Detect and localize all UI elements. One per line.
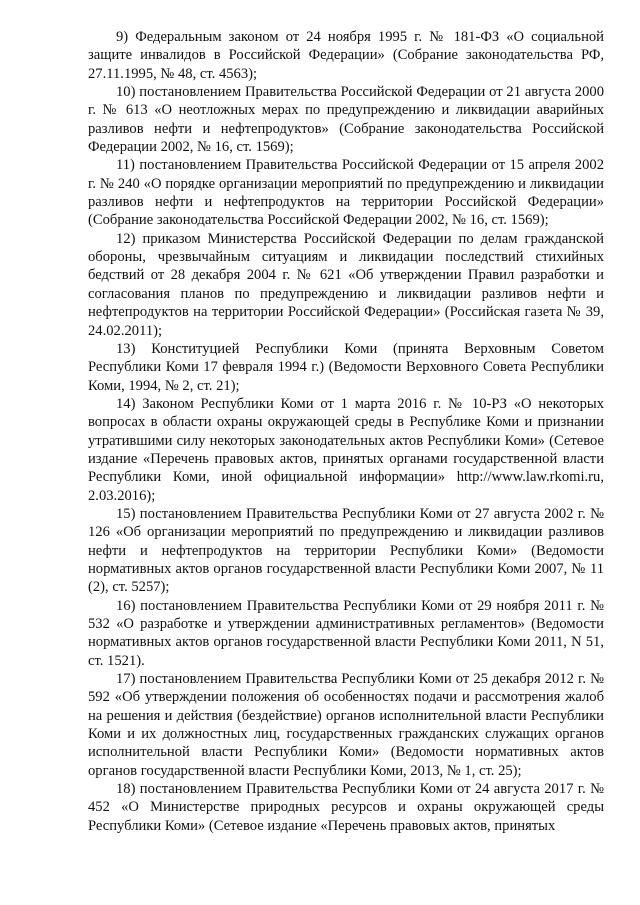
paragraph-item-10: 10) постановлением Правительства Российской Федерации от 21 августа 2000 г. № 613 «О неотложных мерах по предупреждению и ликвидации аварийных разливов нефти и нефтепродуктов» (Собрание законодательства Российской Федерации 2002, № 16, ст. 1569);: [88, 84, 604, 156]
paragraph-item-18: 18) постановлением Правительства Республики Коми от 24 августа 2017 г. № 452 «О Министерстве природных ресурсов и охраны окружающей среды Республики Коми» (Сетевое издание «Перечень правовых актов, принятых: [88, 781, 604, 834]
paragraph-item-17: 17) постановлением Правительства Республики Коми от 25 декабря 2012 г. № 592 «Об утверждении положения об особенностях подачи и рассмотрения жалоб на решения и действия (бездействие) органов исполнительной власти Республики Коми и их должностных лиц, государственных гражданских служащих органов исполнительной власти Республики Коми» (Ведомости нормативных актов органов государственной власти Республики Коми, 2013, № 1, ст. 25);: [88, 671, 604, 779]
paragraph-item-16: 16) постановлением Правительства Республики Коми от 29 ноября 2011 г. № 532 «О разработке и утверждении административных регламентов» (Ведомости нормативных актов органов государственной власти Республики Коми 2011, N 51, ст. 1521).: [88, 597, 604, 669]
paragraph-item-13: 13) Конституцией Республики Коми (принята Верховным Советом Республики Коми 17 февраля 1994 г.) (Ведомости Верховного Совета Республики Коми, 1994, № 2, ст. 21);: [88, 340, 604, 394]
paragraph-item-12: 12) приказом Министерства Российской Федерации по делам гражданской обороны, чрезвычайным ситуациям и ликвидации последствий стихийных бедствий от 28 декабря 2004 г. № 621 «Об утверждении Правил разработки и согласования планов по предупреждению и ликвидации разливов нефти и нефтепродуктов на территории Российской Федерации» (Российская газета № 39, 24.02.2011);: [88, 230, 604, 339]
paragraph-item-14: 14) Законом Республики Коми от 1 марта 2016 г. № 10-РЗ «О некоторых вопросах в области охраны окружающей среды в Республике Коми и признании утратившими силу некоторых законодательных актов Республики Коми» (Сетевое издание «Перечень правовых актов, принятых органами государственной власти Республики Коми, иной официальной информации» http://www.law.rkomi.ru, 2.03.2016);: [88, 395, 604, 504]
paragraph-item-11: 11) постановлением Правительства Российской Федерации от 15 апреля 2002 г. № 240 «О порядке организации мероприятий по предупреждению и ликвидации разливов нефти и нефтепродуктов на территории Российской Федерации» (Собрание законодательства Российской Федерации 2002, № 16, ст. 1569);: [88, 157, 604, 229]
paragraph-item-15: 15) постановлением Правительства Республики Коми от 27 августа 2002 г. № 126 «Об организации мероприятий по предупреждению и ликвидации разливов нефти и нефтепродуктов на территории Республики Коми» (Ведомости нормативных актов органов государственной власти Республики Коми 2007, № 11 (2), ст. 5257);: [88, 505, 604, 596]
paragraph-item-9: 9) Федеральным законом от 24 ноября 1995 г. № 181-ФЗ «О социальной защите инвалидов в Российской Федерации» (Собрание законодательства РФ, 27.11.1995, № 48, ст. 4563);: [88, 29, 604, 82]
